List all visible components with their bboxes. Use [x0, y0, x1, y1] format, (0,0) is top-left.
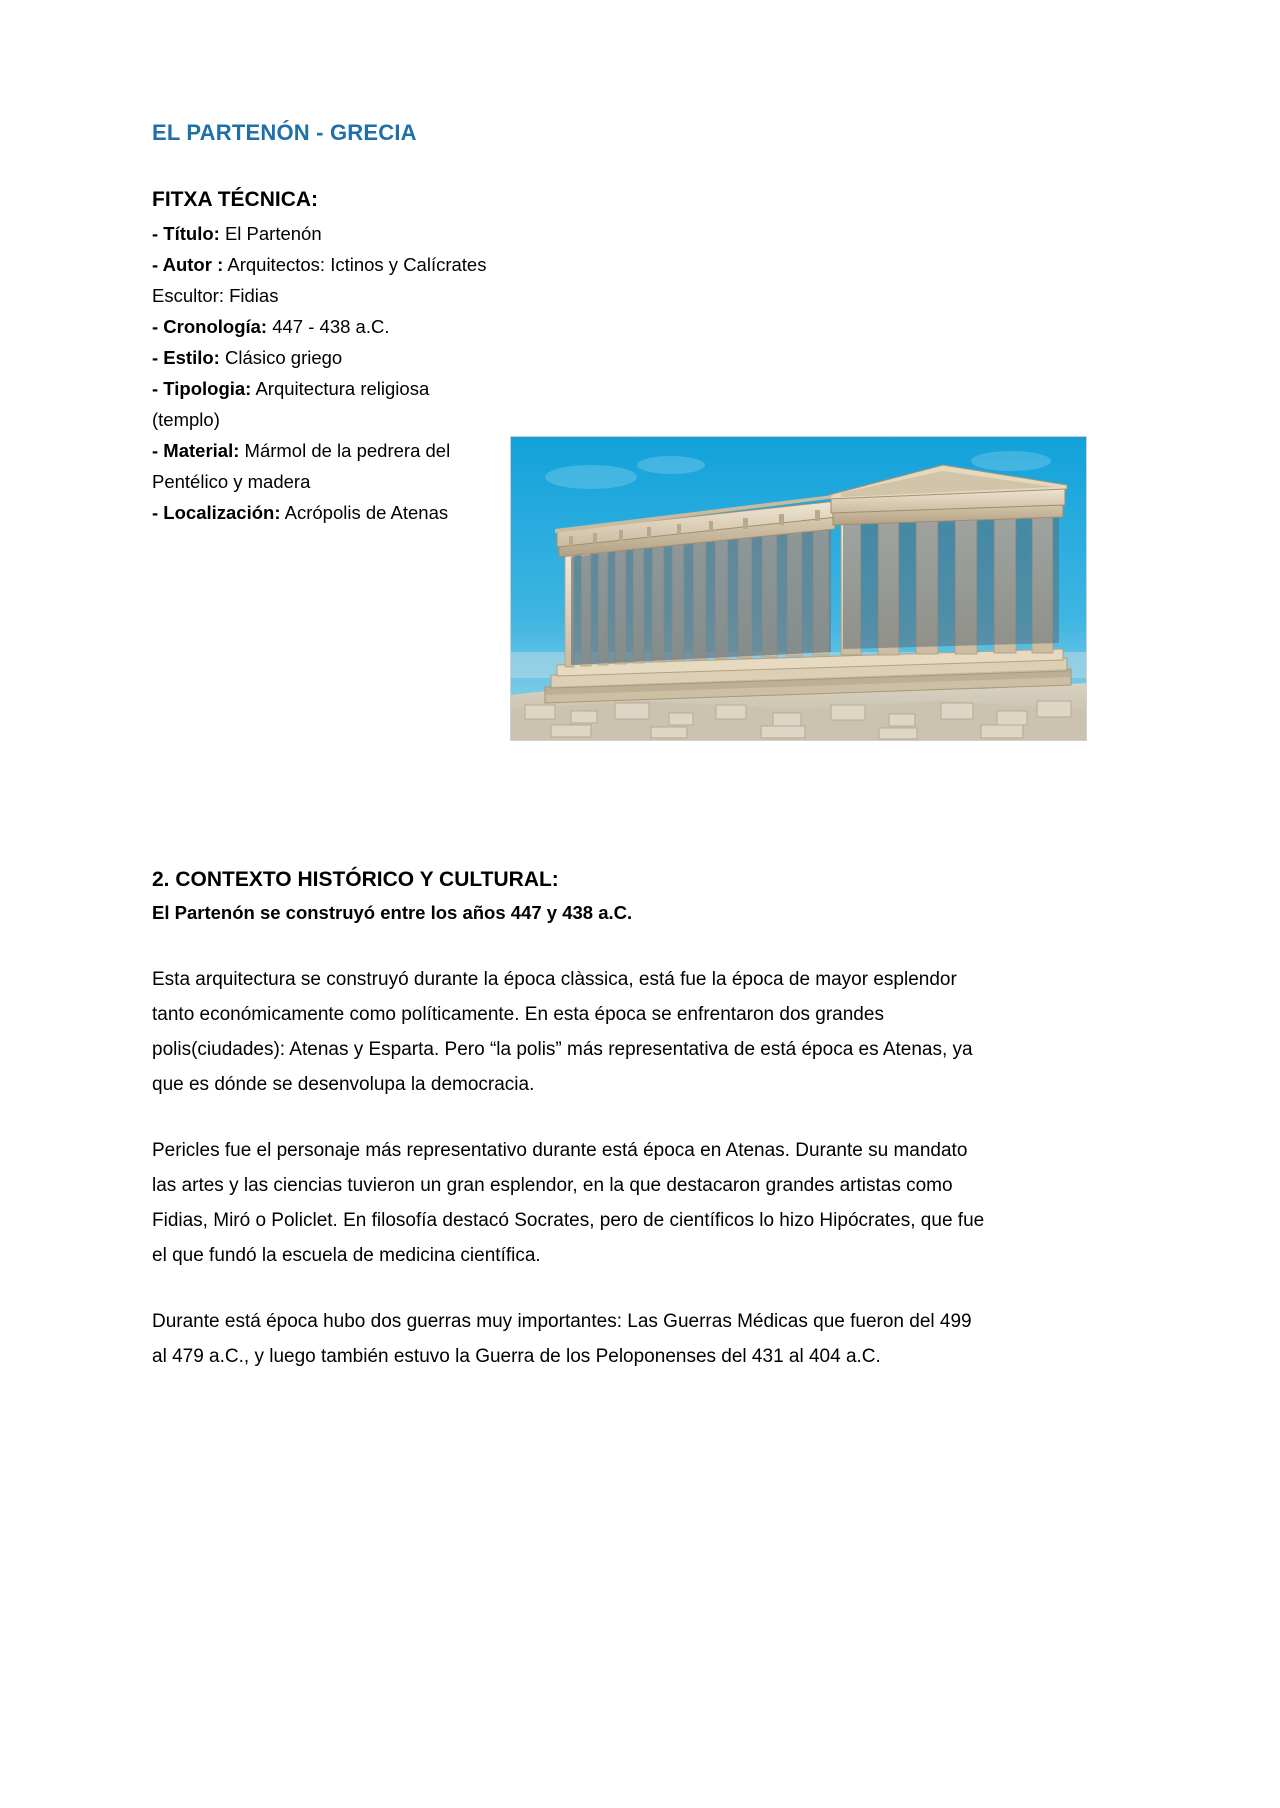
fitxa-item-value: El Partenón — [219, 223, 322, 244]
fitxa-item-value: (templo) — [152, 409, 220, 430]
fitxa-item — [152, 249, 572, 280]
fitxa-item-value: Arquitectos: Ictinos y Calícrates — [223, 254, 487, 275]
fitxa-item-value: Acrópolis de Atenas — [280, 502, 449, 523]
fitxa-item-label: - Material: — [152, 440, 240, 461]
fitxa-item — [152, 311, 572, 342]
fitxa-item-label: - Título: — [152, 223, 220, 244]
context-paragraph: Durante está época hubo dos guerras muy importantes: Las Guerras Médicas que fueron del 499 al 479 a.C., y luego también estuvo la Guerra de los Peloponenses del 431 al 404 a.C. — [152, 1311, 972, 1367]
fitxa-item — [152, 497, 572, 528]
context-paragraph: Pericles fue el personaje más representativo durante está época en Atenas. Durante su mandato las artes y las ciencias tuvieron un gran esplendor, en la que destacaron grandes artistas como Fidias, Miró o Policlet. En filosofía destacó Socrates, pero de científicos lo hizo Hipócrates, que fue el que fundó la escuela de medicina científica. — [152, 1140, 985, 1266]
fitxa-item-label: - Localización: — [152, 502, 281, 523]
fitxa-item-value: Pentélico y madera — [152, 471, 311, 492]
fitxa-item-label: - Cronología: — [152, 316, 268, 337]
fitxa-item — [152, 280, 572, 311]
fitxa-list — [152, 218, 572, 528]
fitxa-item — [152, 373, 572, 404]
fitxa-item — [152, 435, 572, 466]
fitxa-item-value: Clásico griego — [219, 347, 343, 368]
fitxa-item-label: - Autor : — [152, 254, 224, 275]
fitxa-item-value: Arquitectura religiosa — [251, 378, 430, 399]
fitxa-section — [152, 188, 1130, 618]
fitxa-item-value: Escultor: Fidias — [152, 285, 279, 306]
fitxa-item-label: - Estilo: — [152, 347, 220, 368]
fitxa-item — [152, 218, 572, 249]
fitxa-item-value: Mármol de la pedrera del — [239, 440, 451, 461]
fitxa-item — [152, 466, 572, 497]
fitxa-heading: FITXA TÉCNICA: — [152, 188, 319, 211]
context-heading: 2. CONTEXTO HISTÓRICO Y CULTURAL: — [152, 868, 559, 891]
fitxa-item — [152, 404, 572, 435]
context-paragraph: Esta arquitectura se construyó durante la época clàssica, está fue la época de mayor esplendor tanto económicamente como políticamente. En esta época se enfrentaron dos grandes polis(ciudades): Atenas y Esparta. Pero “la polis” más representativa de está época es Atenas, ya que es dónde se desenvolupa la democracia. — [152, 969, 973, 1095]
fitxa-item — [152, 342, 572, 373]
fitxa-item-value: 447 - 438 a.C. — [267, 316, 390, 337]
context-section — [152, 868, 1130, 1374]
context-subheading: El Partenón se construyó entre los años 447 y 438 a.C. — [152, 902, 633, 923]
fitxa-item-label: - Tipologia: — [152, 378, 252, 399]
page-title: EL PARTENÓN - GRECIA — [152, 120, 417, 145]
parthenon-photo — [510, 436, 1087, 741]
